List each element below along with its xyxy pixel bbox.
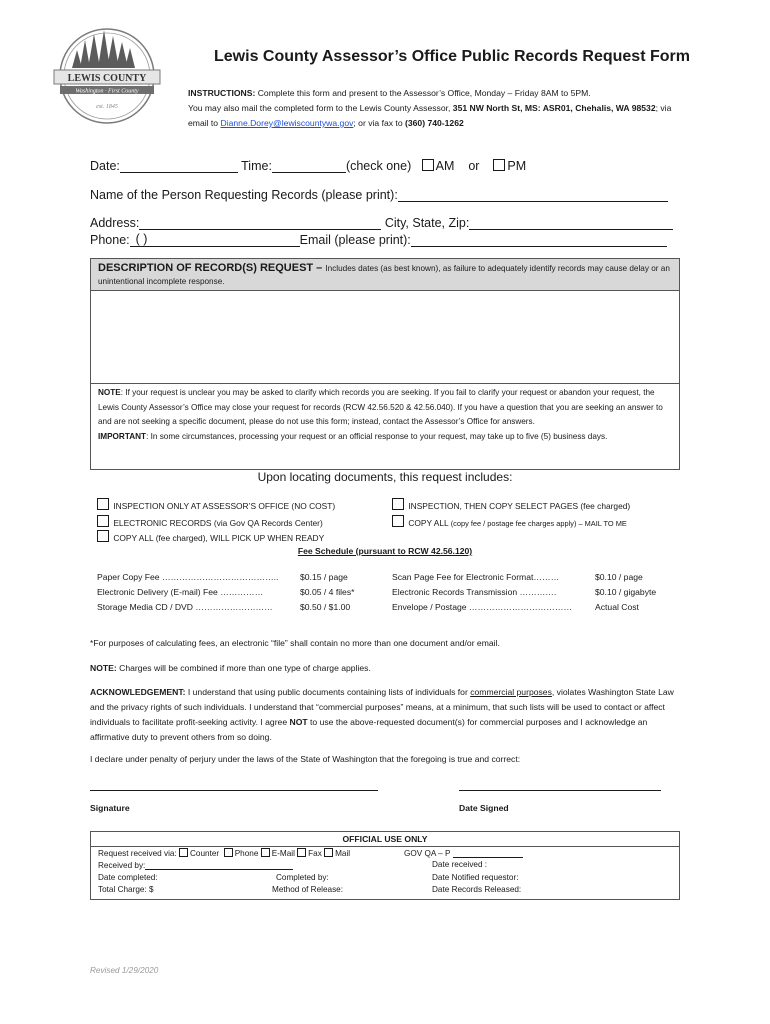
fax-checkbox[interactable] bbox=[297, 848, 306, 857]
fee-price: $0.05 / 4 files* bbox=[300, 586, 355, 597]
fee-item: Envelope / Postage ……………………………… bbox=[392, 601, 573, 612]
fee-price: Actual Cost bbox=[595, 601, 639, 612]
option-copy-all-pickup[interactable] bbox=[97, 530, 324, 543]
fee-price: $0.50 / $1.00 bbox=[300, 601, 351, 612]
email-field[interactable] bbox=[411, 234, 667, 247]
fee-item: Scan Page Fee for Electronic Format……… bbox=[392, 571, 560, 582]
form-title: Lewis County Assessor’s Office Public Records Request Form bbox=[214, 48, 690, 65]
email-checkbox[interactable] bbox=[261, 848, 270, 857]
official-use-title: OFFICIAL USE ONLY bbox=[91, 832, 679, 847]
note-label: NOTE bbox=[98, 388, 121, 397]
fee-item: Paper Copy Fee ………………………………….. bbox=[97, 571, 279, 582]
city-label: City, State, Zip: bbox=[384, 216, 470, 230]
mail-option-label: Mail bbox=[335, 849, 351, 858]
name-row bbox=[90, 188, 668, 202]
received-by-field bbox=[98, 860, 293, 870]
copy-all-mail-checkbox[interactable] bbox=[392, 515, 404, 527]
govqa-field bbox=[404, 848, 523, 858]
option-electronic-records[interactable] bbox=[97, 515, 323, 528]
lewis-county-seal-logo bbox=[52, 26, 162, 126]
files-footnote: *For purposes of calculating fees, an electronic “file” shall contain no more than one document and/or email. bbox=[90, 638, 500, 648]
inspection-only-checkbox[interactable] bbox=[97, 498, 109, 510]
logo-subtitle-text: Washington · First County bbox=[75, 88, 139, 95]
check-one-label: (check one) bbox=[345, 159, 412, 173]
instructions-text-3: ; via email to bbox=[188, 103, 672, 128]
date-label: Date: bbox=[90, 159, 120, 173]
phone-option-label: Phone bbox=[234, 849, 259, 858]
charges-note-label: NOTE: bbox=[90, 663, 117, 673]
option-copy-all-mail[interactable] bbox=[392, 515, 627, 528]
option-inspection-copy[interactable] bbox=[392, 498, 630, 511]
completed-by-label: Completed by: bbox=[276, 873, 329, 882]
charges-note bbox=[90, 661, 682, 676]
acknowledgement-label: ACKNOWLEDGEMENT: bbox=[90, 687, 186, 697]
logo-title-text: LEWIS COUNTY bbox=[67, 73, 147, 84]
govqa-input[interactable] bbox=[453, 848, 523, 858]
description-header bbox=[91, 259, 679, 291]
time-field[interactable] bbox=[272, 160, 346, 173]
signature-label: Signature bbox=[90, 803, 130, 813]
date-released-label: Date Records Released: bbox=[432, 885, 522, 894]
received-via-row bbox=[98, 848, 350, 858]
city-field[interactable] bbox=[469, 217, 673, 230]
inspection-only-label: INSPECTION ONLY AT ASSESSOR’S OFFICE (NO COST) bbox=[113, 501, 336, 511]
pm-checkbox[interactable] bbox=[493, 159, 505, 171]
option-inspection-only[interactable] bbox=[97, 498, 335, 511]
phone-area-code: ( ) bbox=[135, 232, 148, 246]
fax-option-label: Fax bbox=[308, 849, 322, 858]
fee-price: $0.15 / page bbox=[300, 571, 348, 582]
fee-item: Storage Media CD / DVD ……………………… bbox=[97, 601, 273, 612]
perjury-declaration: I declare under penalty of perjury under the laws of the State of Washington that the foregoing is true and correct: bbox=[90, 754, 521, 764]
instructions-text-1: Complete this form and present to the Assessor’s Office, Monday – Friday 8AM to 5PM. bbox=[255, 88, 591, 98]
description-box bbox=[90, 258, 680, 470]
description-note bbox=[91, 383, 679, 469]
note-text: : If your request is unclear you may be asked to clarify which records you are seeking. If you fail to clarify your request or abandon your request, the Lewis County Assessor’s Office may close your request for records (RCW 42.56.520 & 42.56.040). If you have a question that you are seeking an answer to and are not seeking a specific document, please do not use this form; instead, contact the Assessor’s Office for answers. bbox=[98, 388, 663, 427]
fee-price: $0.10 / gigabyte bbox=[595, 586, 657, 597]
description-textarea[interactable] bbox=[91, 291, 679, 383]
signature-line[interactable] bbox=[90, 789, 378, 791]
acknowledgement-text-1: I understand that using public documents containing lists of individuals for bbox=[185, 687, 471, 697]
instructions bbox=[188, 86, 688, 131]
counter-checkbox[interactable] bbox=[179, 848, 188, 857]
date-notified-label: Date Notified requestor: bbox=[432, 873, 519, 882]
fee-table bbox=[97, 569, 656, 614]
logo-est-text: est. 1845 bbox=[96, 104, 118, 110]
acknowledgement bbox=[90, 685, 682, 745]
date-field[interactable] bbox=[120, 160, 238, 173]
copy-all-mail-label: COPY ALL bbox=[408, 518, 451, 528]
electronic-records-label: ELECTRONIC RECORDS (via Gov QA Records Center) bbox=[113, 518, 323, 528]
counter-label: Counter bbox=[190, 849, 220, 858]
or-label: or bbox=[468, 159, 480, 173]
acknowledgement-not: NOT bbox=[289, 717, 308, 727]
phone-checkbox[interactable] bbox=[224, 848, 233, 857]
address-row bbox=[90, 216, 673, 230]
acknowledgement-text-3: to use the above-requested document(s) for commercial purposes and I acknowledge an affirmative duty to prevent others from so doing. bbox=[90, 717, 648, 742]
date-received-label: Date received : bbox=[432, 860, 488, 869]
description-title: DESCRIPTION OF RECORD(S) REQUEST bbox=[98, 262, 314, 274]
electronic-records-checkbox[interactable] bbox=[97, 515, 109, 527]
fee-item: Electronic Records Transmission …………. bbox=[392, 586, 557, 597]
includes-heading: Upon locating documents, this request includes: bbox=[257, 470, 513, 484]
received-by-label: Received by: bbox=[98, 861, 146, 870]
mail-checkbox[interactable] bbox=[324, 848, 333, 857]
fee-row bbox=[97, 599, 656, 614]
inspection-copy-checkbox[interactable] bbox=[392, 498, 404, 510]
name-label: Name of the Person Requesting Records (please print): bbox=[90, 188, 398, 202]
acknowledgement-text-2: , violates Washington State Law and the privacy rights of such individuals. I understand that “commercial purposes” means, at a minimum, that such lists will be used to contact or affect individuals to facilitate profit-seeking activity. I agree bbox=[90, 687, 674, 727]
email-option-label: E-Mail bbox=[271, 849, 295, 858]
email-link[interactable]: Dianne.Dorey@lewiscountywa.gov bbox=[220, 118, 354, 128]
email-label: Email (please print): bbox=[299, 233, 411, 247]
description-dash: – bbox=[313, 262, 326, 274]
am-checkbox[interactable] bbox=[422, 159, 434, 171]
fee-price: $0.10 / page bbox=[595, 571, 643, 582]
description-subtitle: Includes dates (as best known), as failure to adequately identify records may cause delay or an unintentional incomplete response. bbox=[98, 264, 670, 286]
phone-label: Phone: bbox=[90, 233, 130, 247]
official-use-box bbox=[90, 831, 680, 900]
received-via-label: Request received via: bbox=[98, 849, 177, 858]
pm-label: PM bbox=[507, 159, 527, 173]
instructions-text-2: You may also mail the completed form to the Lewis County Assessor, bbox=[188, 103, 453, 113]
charges-note-text: Charges will be combined if more than one type of charge applies. bbox=[116, 663, 371, 673]
received-by-input[interactable] bbox=[145, 860, 293, 870]
phone-field[interactable] bbox=[130, 234, 300, 247]
phone-row bbox=[90, 233, 667, 247]
date-signed-label: Date Signed bbox=[459, 803, 509, 813]
am-label: AM bbox=[435, 159, 455, 173]
copy-all-pickup-checkbox[interactable] bbox=[97, 530, 109, 542]
fee-item: Electronic Delivery (E-mail) Fee …………… bbox=[97, 586, 264, 597]
date-signed-line[interactable] bbox=[459, 789, 661, 791]
time-label: Time: bbox=[241, 159, 272, 173]
instructions-text-4: ; or via fax to bbox=[353, 118, 405, 128]
important-label: IMPORTANT bbox=[98, 431, 147, 441]
method-release-label: Method of Release: bbox=[272, 885, 344, 894]
govqa-label: GOV QA – P bbox=[404, 849, 451, 858]
copy-all-mail-detail: (copy fee / postage fee charges apply) – MAIL TO ME bbox=[450, 519, 627, 528]
copy-all-pickup-label: COPY ALL (fee charged), WILL PICK UP WHEN READY bbox=[113, 533, 325, 543]
fee-schedule-heading: Fee Schedule (pursuant to RCW 42.56.120) bbox=[297, 546, 473, 556]
date-completed-label: Date completed: bbox=[98, 873, 158, 882]
address-label: Address: bbox=[90, 216, 140, 230]
mailing-address: 351 NW North St, MS: ASR01, Chehalis, WA 98532 bbox=[452, 103, 656, 113]
inspection-copy-label: INSPECTION, THEN COPY SELECT PAGES (fee charged) bbox=[408, 501, 631, 511]
instructions-label: INSTRUCTIONS: bbox=[188, 88, 256, 98]
fee-row bbox=[97, 584, 656, 599]
fax-number: (360) 740-1262 bbox=[405, 118, 464, 128]
address-field[interactable] bbox=[139, 217, 381, 230]
important-text: : In some circumstances, processing your request or an official response to your request, may take up to five (5) business days. bbox=[146, 431, 608, 441]
fee-row bbox=[97, 569, 656, 584]
commercial-purposes-link: commercial purposes bbox=[470, 687, 552, 697]
date-time-row bbox=[90, 159, 526, 173]
revised-date: Revised 1/29/2020 bbox=[90, 966, 159, 975]
total-charge-label: Total Charge: $ bbox=[98, 885, 154, 894]
name-field[interactable] bbox=[398, 189, 668, 202]
